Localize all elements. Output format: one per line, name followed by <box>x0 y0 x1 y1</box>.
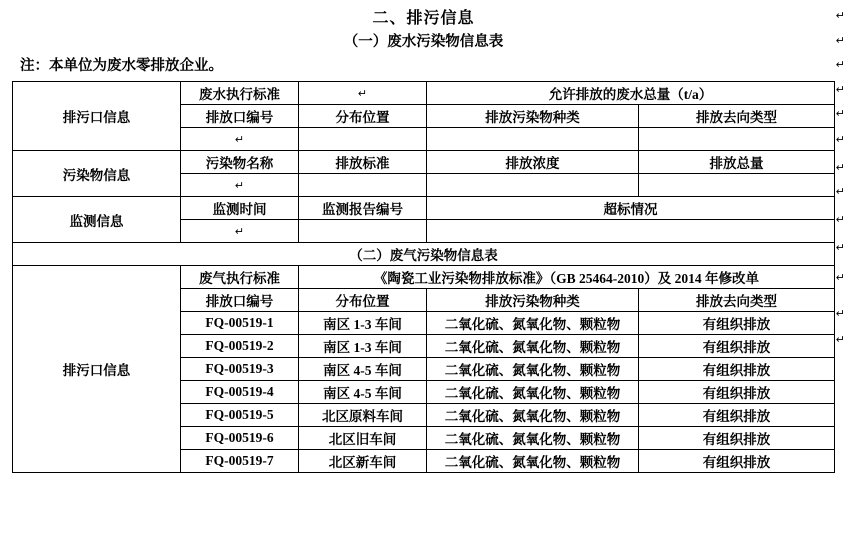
pilcrow-icon: ↵ <box>835 10 845 22</box>
cell-gas-discharge-direction: 有组织排放 <box>639 381 835 404</box>
pilcrow-icon: ↵ <box>234 134 245 146</box>
cell-gas-outlet-no: FQ-00519-5 <box>181 404 299 427</box>
table-row <box>13 197 835 220</box>
cell-monitor-report-no-label: 监测报告编号 <box>299 197 427 220</box>
document-page <box>0 5 847 544</box>
cell-gas-pollutant-types: 二氧化硫、氮氧化物、颗粒物 <box>427 404 639 427</box>
cell-gas-outlet-no: FQ-00519-2 <box>181 335 299 358</box>
cell-discharge-total-value <box>639 174 835 197</box>
cell-discharge-direction-value <box>639 128 835 151</box>
cell-gas-discharge-direction: 有组织排放 <box>639 312 835 335</box>
pilcrow-icon: ↵ <box>835 334 845 346</box>
row-label-monitor-info: 监测信息 <box>13 197 181 243</box>
section-title-waste-water: （一）废水污染物信息表 <box>343 34 504 50</box>
cell-outlet-no-label: 排放口编号 <box>181 105 299 128</box>
row-label-gas-outlet-info: 排污口信息 <box>13 266 181 473</box>
pilcrow-icon: ↵ <box>835 162 845 174</box>
table-row <box>13 266 835 289</box>
cell-gas-outlet-no: FQ-00519-4 <box>181 381 299 404</box>
cell-location-label: 分布位置 <box>299 105 427 128</box>
cell-monitor-report-no-value <box>299 220 427 243</box>
cell-gas-location: 南区 1-3 车间 <box>299 335 427 358</box>
cell-gas-pollutant-types: 二氧化硫、氮氧化物、颗粒物 <box>427 381 639 404</box>
table-row <box>13 82 835 105</box>
cell-pollutant-name-label: 污染物名称 <box>181 151 299 174</box>
note-text: 注：本单位为废水零排放企业。 <box>20 58 223 74</box>
pollution-info-table <box>12 81 835 473</box>
cell-gas-pollutant-types: 二氧化硫、氮氧化物、颗粒物 <box>427 450 639 473</box>
table-row <box>13 151 835 174</box>
cell-gas-location: 北区旧车间 <box>299 427 427 450</box>
cell-discharge-standard-label: 排放标准 <box>299 151 427 174</box>
cell-gas-discharge-direction-label: 排放去向类型 <box>639 289 835 312</box>
cell-exec-standard-label: 废水执行标准 <box>181 82 299 105</box>
cell-gas-pollutant-types: 二氧化硫、氮氧化物、颗粒物 <box>427 427 639 450</box>
cell-discharge-total-label: 排放总量 <box>639 151 835 174</box>
page-title: 二、排污信息 <box>372 10 475 27</box>
cell-gas-exec-standard-value: 《陶瓷工业污染物排放标准》（GB 25464-2010）及 2014 年修改单 <box>299 266 835 289</box>
cell-gas-discharge-direction: 有组织排放 <box>639 450 835 473</box>
cell-gas-location: 北区原料车间 <box>299 404 427 427</box>
cell-gas-outlet-no-label: 排放口编号 <box>181 289 299 312</box>
pilcrow-icon: ↵ <box>835 308 845 320</box>
cell-monitor-time-label: 监测时间 <box>181 197 299 220</box>
cell-gas-exec-standard-label: 废气执行标准 <box>181 266 299 289</box>
pilcrow-icon: ↵ <box>835 186 845 198</box>
cell-exceed-status-label: 超标情况 <box>427 197 835 220</box>
section-title-waste-gas: （二）废气污染物信息表 <box>13 243 835 266</box>
pilcrow-icon: ↵ <box>234 226 245 238</box>
cell-gas-outlet-no: FQ-00519-3 <box>181 358 299 381</box>
cell-gas-outlet-no: FQ-00519-1 <box>181 312 299 335</box>
cell-gas-pollutant-types: 二氧化硫、氮氧化物、颗粒物 <box>427 358 639 381</box>
row-label-outlet-info: 排污口信息 <box>13 82 181 151</box>
cell-discharge-concentration-value <box>427 174 639 197</box>
cell-exceed-status-value <box>427 220 835 243</box>
cell-gas-discharge-direction: 有组织排放 <box>639 335 835 358</box>
cell-discharge-standard-value <box>299 174 427 197</box>
cell-gas-location: 北区新车间 <box>299 450 427 473</box>
pilcrow-icon: ↵ <box>835 272 845 284</box>
pilcrow-icon: ↵ <box>835 242 845 254</box>
cell-gas-discharge-direction: 有组织排放 <box>639 427 835 450</box>
pilcrow-icon: ↵ <box>835 84 845 96</box>
cell-gas-location: 南区 4-5 车间 <box>299 381 427 404</box>
cell-location-value <box>299 128 427 151</box>
pilcrow-icon: ↵ <box>234 180 245 192</box>
cell-gas-location: 南区 4-5 车间 <box>299 358 427 381</box>
cell-gas-outlet-no: FQ-00519-7 <box>181 450 299 473</box>
table-row <box>13 243 835 266</box>
cell-discharge-concentration-label: 排放浓度 <box>427 151 639 174</box>
cell-gas-pollutant-types: 二氧化硫、氮氧化物、颗粒物 <box>427 335 639 358</box>
cell-pollutant-types-value <box>427 128 639 151</box>
cell-discharge-direction-label: 排放去向类型 <box>639 105 835 128</box>
row-label-pollutant-info: 污染物信息 <box>13 151 181 197</box>
pilcrow-icon: ↵ <box>835 35 845 47</box>
cell-gas-pollutant-types-label: 排放污染物种类 <box>427 289 639 312</box>
cell-pollutant-types-label: 排放污染物种类 <box>427 105 639 128</box>
cell-gas-location-label: 分布位置 <box>299 289 427 312</box>
cell-exec-standard-value <box>299 82 427 105</box>
pilcrow-icon: ↵ <box>835 134 845 146</box>
cell-gas-outlet-no: FQ-00519-6 <box>181 427 299 450</box>
cell-gas-pollutant-types: 二氧化硫、氮氧化物、颗粒物 <box>427 312 639 335</box>
cell-monitor-time-value <box>181 220 299 243</box>
pilcrow-icon: ↵ <box>835 59 845 71</box>
cell-allowed-total-label: 允许排放的废水总量（t/a） <box>427 82 835 105</box>
pilcrow-icon: ↵ <box>835 214 845 226</box>
cell-pollutant-name-value <box>181 174 299 197</box>
cell-outlet-no-value <box>181 128 299 151</box>
cell-gas-discharge-direction: 有组织排放 <box>639 404 835 427</box>
cell-gas-discharge-direction: 有组织排放 <box>639 358 835 381</box>
pilcrow-icon: ↵ <box>835 108 845 120</box>
cell-gas-location: 南区 1-3 车间 <box>299 312 427 335</box>
pilcrow-icon: ↵ <box>357 88 368 100</box>
